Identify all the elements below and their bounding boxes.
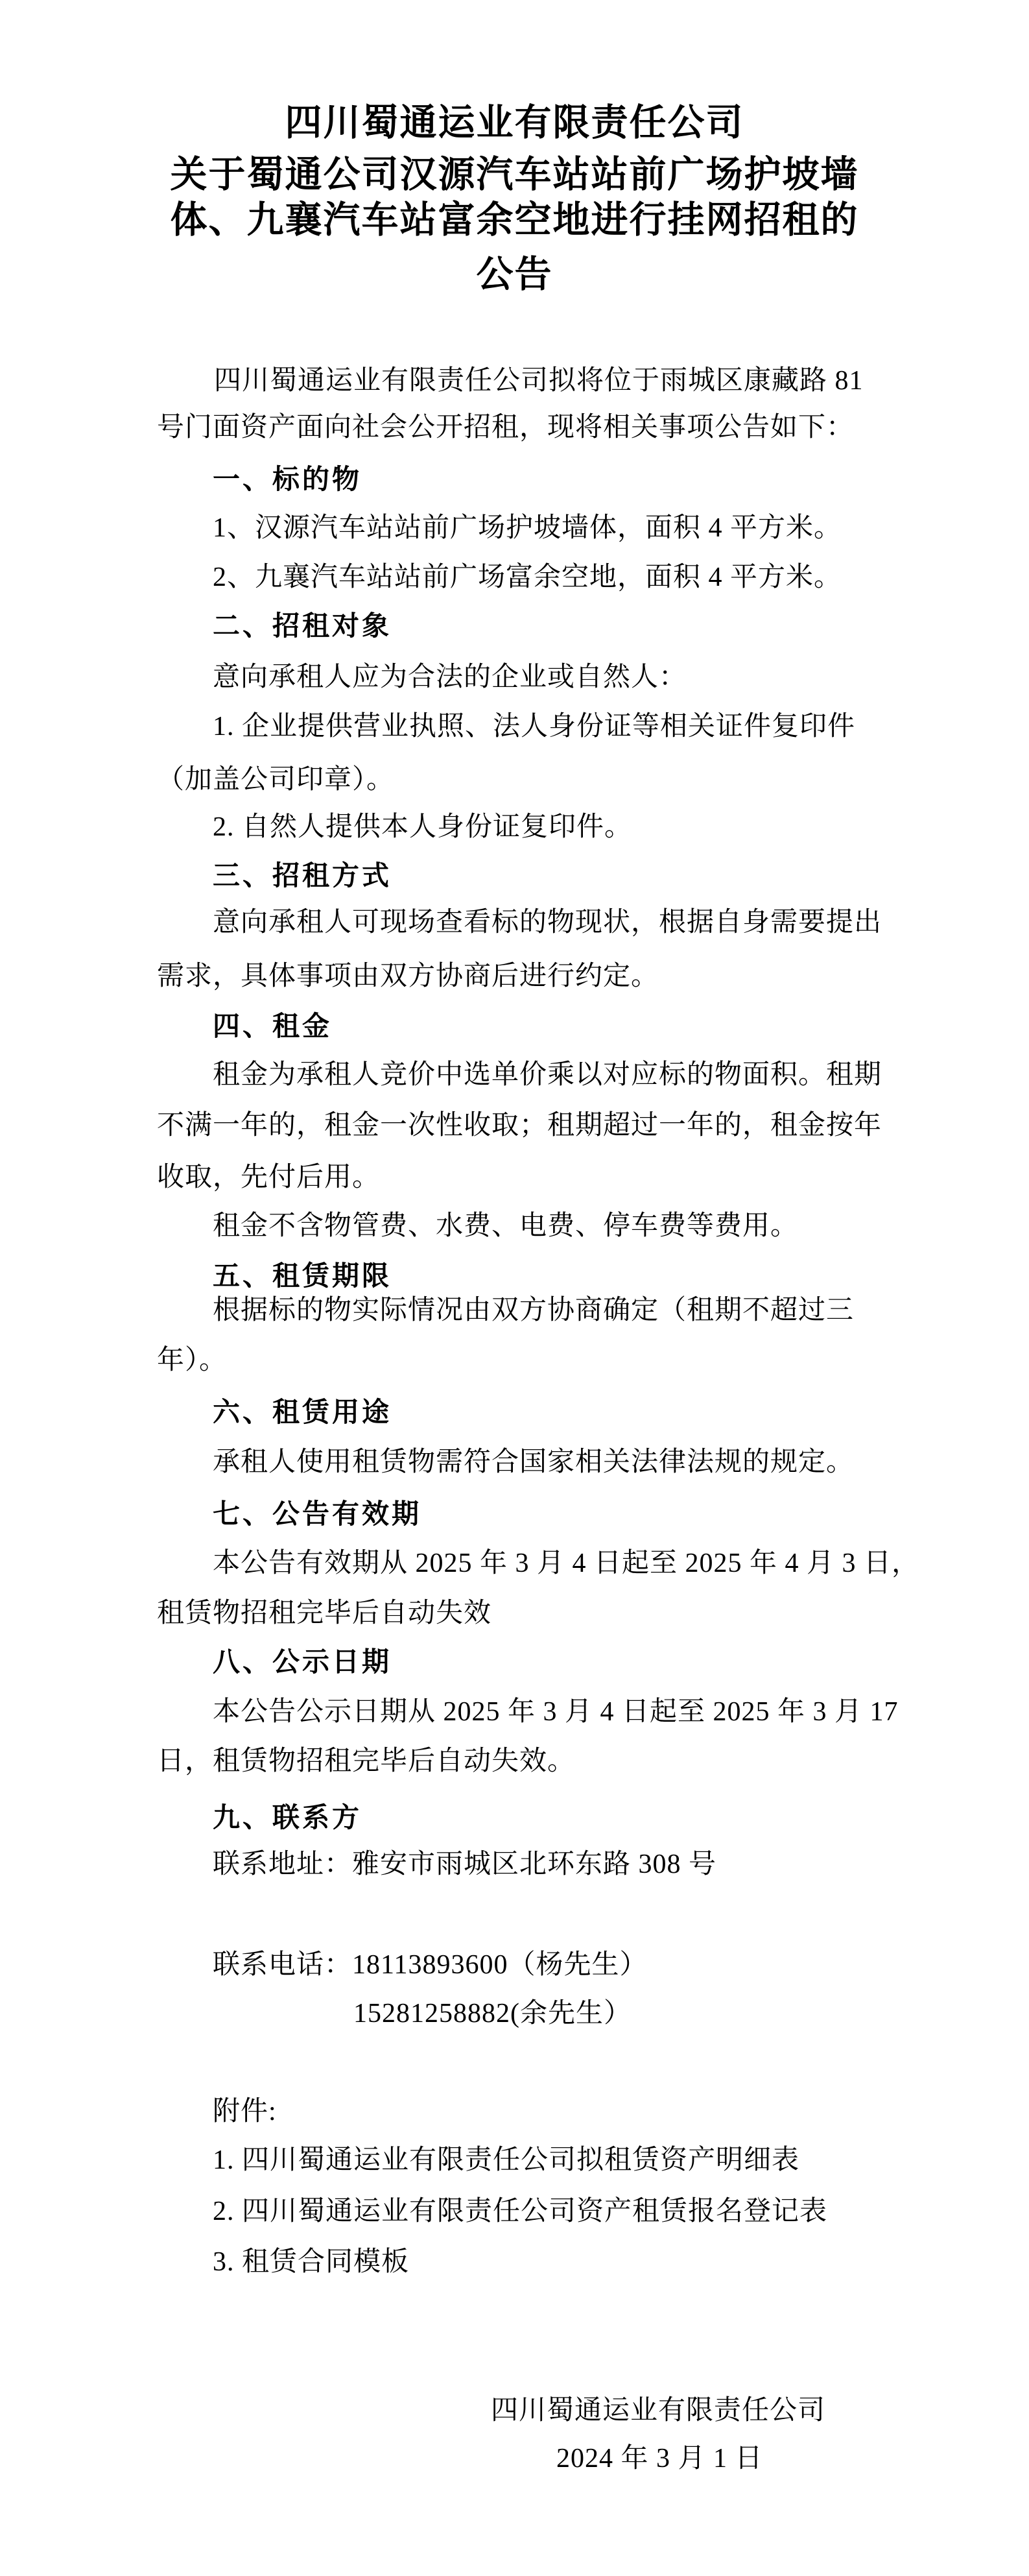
section-4-line-1: 租金为承租人竞价中选单价乘以对应标的物面积。租期 <box>213 1060 882 1090</box>
section-5-line-1: 根据标的物实际情况由双方协商确定（租期不超过三 <box>213 1295 855 1325</box>
section-3-line-2: 需求，具体事项由双方协商后进行约定。 <box>157 961 659 991</box>
signature-date: 2024 年 3 月 1 日 <box>556 2444 763 2474</box>
attachments-label: 附件: <box>213 2097 277 2126</box>
doc-title-line-3: 体、九襄汽车站富余空地进行挂网招租的 <box>170 200 859 241</box>
section-7-heading: 七、公告有效期 <box>213 1499 422 1529</box>
section-8-heading: 八、公示日期 <box>213 1646 392 1677</box>
section-1-heading: 一、标的物 <box>213 464 362 494</box>
contact-address: 联系地址：雅安市雨城区北环东路 308 号 <box>213 1849 717 1879</box>
doc-title-line-4: 公告 <box>476 254 553 295</box>
section-6-heading: 六、租赁用途 <box>213 1397 392 1427</box>
section-7-line-2: 租赁物招租完毕后自动失效 <box>157 1598 492 1628</box>
doc-title-line-1: 四川蜀通运业有限责任公司 <box>285 102 744 143</box>
section-4-heading: 四、租金 <box>213 1011 333 1041</box>
section-2-heading: 二、招租对象 <box>213 610 392 641</box>
section-2-line-2: 1. 企业提供营业执照、法人身份证等相关证件复印件 <box>213 712 856 741</box>
attachment-item-2: 2. 四川蜀通运业有限责任公司资产租赁报名登记表 <box>213 2197 828 2226</box>
contact-phone-2: 15281258882(余先生） <box>353 1999 632 2028</box>
section-4-line-4: 租金不含物管费、水费、电费、停车费等费用。 <box>213 1211 799 1241</box>
attachment-item-1: 1. 四川蜀通运业有限责任公司拟租赁资产明细表 <box>213 2145 800 2175</box>
section-6-line-1: 承租人使用租赁物需符合国家相关法律法规的规定。 <box>213 1447 855 1477</box>
section-8-line-2: 日，租赁物招租完毕后自动失效。 <box>157 1746 576 1776</box>
section-7-line-1: 本公告有效期从 2025 年 3 月 4 日起至 2025 年 4 月 3 日， <box>213 1548 920 1578</box>
signature-company: 四川蜀通运业有限责任公司 <box>491 2396 826 2426</box>
section-1-item-1: 1、汉源汽车站站前广场护坡墙体，面积 4 平方米。 <box>213 513 842 543</box>
section-5-heading: 五、租赁期限 <box>213 1260 392 1291</box>
section-3-line-1: 意向承租人可现场查看标的物现状，根据自身需要提出 <box>213 908 882 937</box>
section-1-item-2: 2、九襄汽车站站前广场富余空地，面积 4 平方米。 <box>213 562 842 592</box>
section-8-line-1: 本公告公示日期从 2025 年 3 月 4 日起至 2025 年 3 月 17 <box>213 1697 899 1727</box>
section-4-line-3: 收取，先付后用。 <box>157 1162 381 1192</box>
section-9-heading: 九、联系方 <box>213 1802 362 1833</box>
section-2-line-4: 2. 自然人提供本人身份证复印件。 <box>213 812 633 842</box>
section-4-line-2: 不满一年的，租金一次性收取；租期超过一年的，租金按年 <box>157 1111 882 1140</box>
intro-line-1: 四川蜀通运业有限责任公司拟将位于雨城区康藏路 81 <box>214 366 864 396</box>
intro-line-2: 号门面资产面向社会公开招租，现将相关事项公告如下： <box>157 413 855 442</box>
section-5-line-2: 年）。 <box>157 1345 228 1375</box>
section-3-heading: 三、招租方式 <box>213 860 392 891</box>
attachment-item-3: 3. 租赁合同模板 <box>213 2247 410 2277</box>
contact-phone-1: 联系电话：18113893600（杨先生） <box>213 1950 648 1980</box>
doc-title-line-2: 关于蜀通公司汉源汽车站站前广场护坡墙 <box>170 154 859 195</box>
section-2-line-3: （加盖公司印章）。 <box>157 765 395 795</box>
section-2-line-1: 意向承租人应为合法的企业或自然人： <box>213 662 687 692</box>
